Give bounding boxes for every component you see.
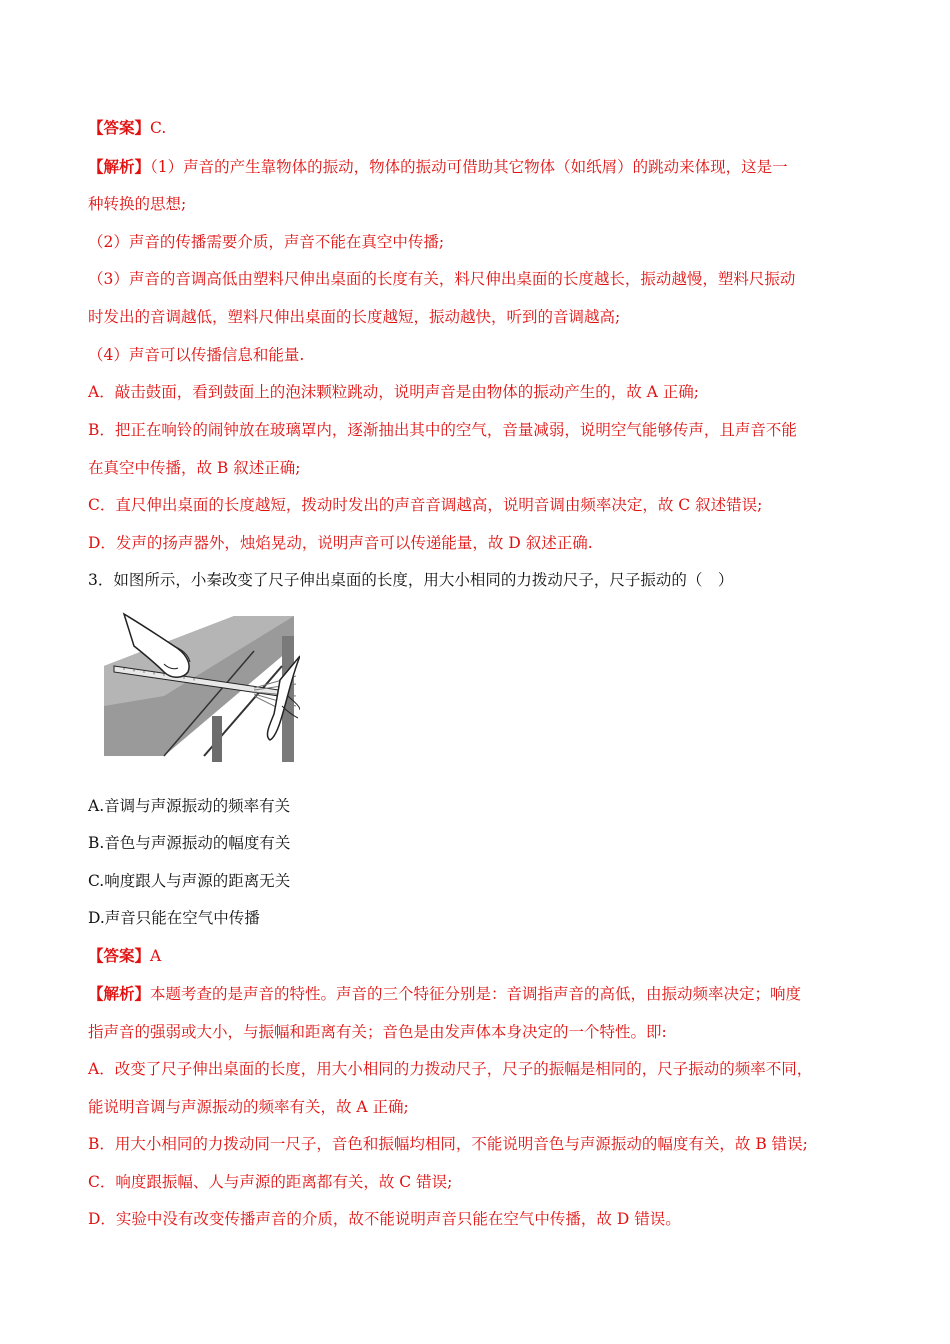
analysis2-option-a-line-2: 能说明音调与声源振动的频率有关，故 A 正确;	[88, 1098, 409, 1116]
analysis-tag: 【解析】	[88, 984, 151, 1003]
analysis2-option-b: B．用大小相同的力拨动同一尺子，音色和振幅均相同，不能说明音色与声源振动的幅度有关，故 B 错误;	[88, 1135, 808, 1153]
analysis-text: （1）声音的产生靠物体的振动，物体的振动可借助其它物体（如纸屑）的跳动来体现，这是一	[150, 158, 788, 176]
answer-tag: 【答案】	[88, 118, 151, 137]
answer-line-2	[88, 945, 161, 967]
answer-line-1	[88, 117, 166, 139]
analysis-point-3-line-2: 时发出的音调越低，塑料尺伸出桌面的长度越短，振动越快，听到的音调越高;	[88, 308, 621, 326]
question-3-option-b: B.音色与声源振动的幅度有关	[88, 834, 291, 852]
analysis-point-3-line-1: （3）声音的音调高低由塑料尺伸出桌面的长度有关，料尺伸出桌面的长度越长，振动越慢，塑料尺振动	[88, 270, 796, 288]
analysis-line-1	[88, 156, 788, 178]
analysis-tag: 【解析】	[88, 157, 151, 176]
analysis-point-2: （2）声音的传播需要介质，声音不能在真空中传播;	[88, 233, 445, 251]
question-3-option-c: C.响度跟人与声源的距离无关	[88, 872, 291, 890]
analysis-line-2: 种转换的思想;	[88, 195, 187, 213]
ruler-on-table-illustration-icon	[104, 606, 300, 762]
analysis-option-c: C．直尺伸出桌面的长度越短，拨动时发出的声音音调越高，说明音调由频率决定，故 C 叙述错误;	[88, 496, 763, 514]
analysis-option-b-line-2: 在真空中传播，故 B 叙述正确;	[88, 459, 301, 477]
question-3-option-d: D.声音只能在空气中传播	[88, 909, 260, 927]
analysis2-line-1	[88, 983, 801, 1005]
analysis2-option-c: C．响度跟振幅、人与声源的距离都有关，故 C 错误;	[88, 1173, 453, 1191]
analysis2-option-a-line-1: A．改变了尺子伸出桌面的长度，用大小相同的力拨动尺子，尺子的振幅是相同的，尺子振动的频率不同，	[88, 1060, 813, 1078]
analysis2-option-d: D．实验中没有改变传播声音的介质，故不能说明声音只能在空气中传播，故 D 错误。	[88, 1210, 681, 1228]
question-3-stem: 3．如图所示，小秦改变了尺子伸出桌面的长度，用大小相同的力拨动尺子，尺子振动的（ ）	[88, 571, 734, 589]
analysis-text: 本题考查的是声音的特性。声音的三个特征分别是：音调指声音的高低，由振动频率决定；响度	[150, 985, 802, 1003]
analysis-option-d: D．发声的扬声器外，烛焰晃动，说明声音可以传递能量，故 D 叙述正确.	[88, 534, 593, 552]
question-3-option-a: A.音调与声源振动的频率有关	[88, 797, 291, 815]
analysis-option-b-line-1: B．把正在响铃的闹钟放在玻璃罩内，逐渐抽出其中的空气，音量减弱，说明空气能够传声，且声音不能	[88, 421, 797, 439]
analysis-option-a: A．敲击鼓面，看到鼓面上的泡沫颗粒跳动，说明声音是由物体的振动产生的，故 A 正确;	[88, 383, 699, 401]
analysis-point-4: （4）声音可以传播信息和能量.	[88, 346, 305, 364]
answer-value: A	[150, 947, 162, 965]
answer-value: C.	[150, 119, 167, 137]
analysis2-line-2: 指声音的强弱或大小，与振幅和距离有关；音色是由发声体本身决定的一个特性。即:	[88, 1023, 667, 1041]
answer-tag: 【答案】	[88, 946, 151, 965]
